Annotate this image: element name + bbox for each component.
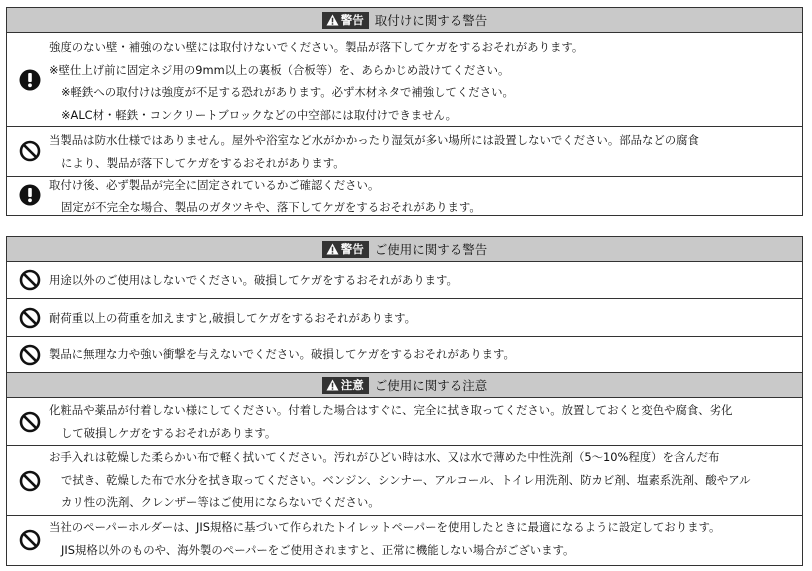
- warning-badge: 警告: [322, 12, 369, 29]
- caution-row: [7, 516, 802, 563]
- prohibited-icon: [19, 344, 41, 366]
- caution-badge: 注意: [322, 377, 369, 394]
- caution-triangle-icon: [326, 379, 339, 391]
- row-text: 製品に無理な力や強い衝撃を与えないでください。破損してケガをするおそれがあります。: [49, 347, 515, 361]
- warning-badge: 警告: [322, 241, 369, 258]
- caution-row: [7, 398, 802, 446]
- prohibited-icon: [19, 140, 41, 162]
- mandatory-icon: [19, 184, 41, 206]
- row-text: して破損しケガをするおそれがあります。: [61, 425, 277, 440]
- section-header: [7, 373, 802, 398]
- usage-warning-section: [6, 236, 803, 566]
- row-text: 当社のペーパーホルダーは、JIS規格に基づいて作られたトイレットペーパーを使用したときに最適になるように設定しております。: [49, 520, 721, 534]
- prohibited-icon: [19, 529, 41, 551]
- warning-row: [7, 337, 802, 373]
- warning-row: [7, 33, 802, 127]
- row-text: で拭き、乾燥した布で水分を拭き取ってください。ベンジン、シンナー、アルコール、トイレ用洗剤、防カビ剤、塩素系洗剤、酸やアル: [61, 472, 751, 487]
- row-text: 強度のない壁・補強のない壁には取付けないでください。製品が落下してケガをするおそれがあります。: [49, 40, 584, 54]
- row-text: JIS規格以外のものや、海外製のペーパーをご使用されますと、正常に機能しない場合がございます。: [61, 542, 575, 557]
- warning-triangle-icon: [326, 243, 339, 255]
- row-text: カリ性の洗剤、クレンザー等はご使用にならないでください。: [61, 495, 380, 509]
- warning-row: [7, 262, 802, 299]
- prohibited-icon: [19, 269, 41, 291]
- row-text: により、製品が落下してケガをするおそれがあります。: [61, 155, 345, 170]
- section-title: ご使用に関する警告: [374, 242, 488, 257]
- section-header: [7, 237, 802, 262]
- caution-row: [7, 446, 802, 516]
- section-title: ご使用に関する注意: [374, 378, 488, 393]
- warning-row: [7, 127, 802, 177]
- row-text: 当製品は防水仕様ではありません。屋外や浴室など水がかかったり湿気が多い場所には設置しないでください。部品などの腐食: [49, 133, 699, 147]
- install-warning-section: [6, 7, 803, 216]
- prohibited-icon: [19, 411, 41, 433]
- row-text: ※軽鉄への取付けは強度が不足する恐れがあります。必ず木材ネタで補強してください。: [61, 85, 514, 99]
- row-text: ※ALC材・軽鉄・コンクリートブロックなどの中空部には取付けできません。: [61, 107, 458, 122]
- section-title: 取付けに関する警告: [374, 13, 488, 28]
- warning-triangle-icon: [326, 14, 339, 26]
- mandatory-icon: [19, 69, 41, 91]
- row-text: ※壁仕上げ前に固定ネジ用の9mm以上の裏板（合板等）を、あらかじめ設けてください。: [49, 62, 510, 77]
- row-text: 取付け後、必ず製品が完全に固定されているかご確認ください。: [49, 178, 380, 192]
- row-text: 用途以外のご使用はしないでください。破損してケガをするおそれがあります。: [49, 273, 458, 287]
- row-text: 化粧品や薬品が付着しない様にしてください。付着した場合はすぐに、完全に拭き取ってください。放置しておくと変色や腐食、劣化: [49, 403, 733, 417]
- row-text: 固定が不完全な場合、製品のガタツキや、落下してケガをするおそれがあります。: [61, 200, 481, 214]
- row-text: お手入れは乾燥した柔らかい布で軽く拭いてください。汚れがひどい時は水、又は水で薄めた中性洗剤（5～10%程度）を含んだ布: [49, 450, 720, 464]
- prohibited-icon: [19, 307, 41, 329]
- prohibited-icon: [19, 470, 41, 492]
- warning-row: [7, 177, 802, 216]
- warning-row: [7, 299, 802, 337]
- row-text: 耐荷重以上の荷重を加えますと,破損してケガをするおそれがあります。: [49, 311, 416, 325]
- section-header: [7, 8, 802, 33]
